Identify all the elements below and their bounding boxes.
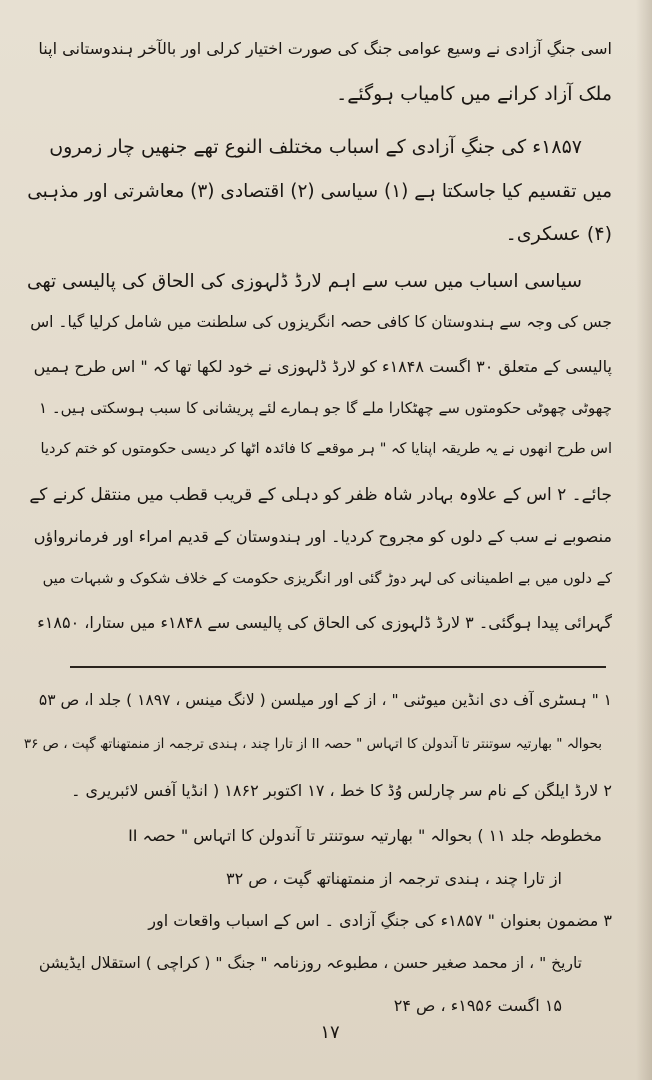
paragraph-1-line-1: اسی جنگِ آزادی نے وسیع عوامی جنگ کی صورت اختیار کرلی اور بالآخر ہندوستانی اپنا bbox=[38, 39, 612, 58]
paragraph-2-line-2: میں تقسیم کیا جاسکتا ہے (۱) سیاسی (۲) اقتصادی (۳) معاشرتی اور مذہبی bbox=[27, 181, 612, 202]
footnote-3-line-1: ۳ مضمون بعنوان " ۱۸۵۷ء کی جنگِ آزادی ۔ اس کے اسباب واقعات اور bbox=[148, 911, 612, 930]
paragraph-2-line-1: ۱۸۵۷ء کی جنگِ آزادی کے اسباب مختلف النوع تھے جنھیں چار زمروں bbox=[49, 136, 582, 158]
paragraph-2-line-3: (۴) عسکری۔ bbox=[505, 223, 612, 245]
paragraph-1-line-2: ملک آزاد کرانے میں کامیاب ہوگئے۔ bbox=[336, 83, 612, 105]
paragraph-3-line-7: منصوبے نے سب کے دلوں کو مجروح کردیا۔ اور ہندوستان کے قدیم امراء اور فرمانرواؤں bbox=[33, 527, 612, 546]
footnote-2-line-1: ۲ لارڈ ایلگن کے نام سر چارلس وُڈ کا خط ، ۱۷ اکتوبر ۱۸۶۲ ( انڈیا آفس لائبریری ۔ bbox=[71, 781, 612, 800]
page-edge-shadow bbox=[636, 0, 652, 1080]
paragraph-3-line-9: گہرائی پیدا ہوگئی۔ ۳ لارڈ ڈلہوزی کی الحاق کی پالیسی سے ۱۸۴۸ء میں ستارا، ۱۸۵۰ء bbox=[37, 613, 612, 632]
paragraph-3-line-4: چھوٹی چھوٹی حکومتوں سے چھٹکارا ملے گا جو ہمارے لئے پریشانی کا سبب ہوسکتی ہیں۔ ۱ bbox=[39, 399, 612, 417]
footnote-1-line-1: ۱ " ہسٹری آف دی انڈین میوٹنی " ، از کے اور میلسن ( لانگ مینس ، ۱۸۹۷ ) جلد ا، ص ۵۳ bbox=[38, 691, 612, 709]
footnote-2-line-2: مخطوطہ جلد ۱۱ ) بحوالہ " بھارتیہ سوتنتر تا آندولن کا اتہاس " حصہ II bbox=[128, 826, 602, 845]
footnote-2-line-3: از تارا چند ، ہندی ترجمہ از منمتھناتھ گپت ، ص ۳۲ bbox=[226, 869, 562, 888]
paragraph-3-line-3: پالیسی کے متعلق ۳۰ اگست ۱۸۴۸ء کو لارڈ ڈلہوزی نے خود لکھا تھا کہ " اس طرح ہمیں bbox=[33, 357, 612, 376]
paragraph-3-line-5: اس طرح انھوں نے یہ طریقہ اپنایا کہ " ہر موقعے کا فائدہ اٹھا کر دیسی حکومتوں کو ختم کردیا bbox=[40, 441, 612, 457]
paragraph-3-line-2: جس کی وجہ سے ہندوستان کا کافی حصہ انگریزوں کی سلطنت میں شامل کرلیا گیا۔ اس bbox=[30, 313, 612, 331]
paragraph-3-line-6: جائے۔ ۲ اس کے علاوہ بہادر شاہ ظفر کو دہلی کے قریب قطب میں منتقل کرنے کے bbox=[29, 485, 612, 505]
paragraph-3-line-1: سیاسی اسباب میں سب سے اہم لارڈ ڈلہوزی کی الحاق کی پالیسی تھی bbox=[27, 271, 582, 292]
footnote-1-line-2: بحوالہ " بھارتیہ سوتنتر تا آندولن کا اتہاس " حصہ II از تارا چند ، ہندی ترجمہ از منمتھناتھ گپت ، ص ۳۶ bbox=[23, 736, 602, 752]
footnote-separator bbox=[70, 666, 606, 668]
paragraph-3-line-8: کے دلوں میں بے اطمینانی کی لہر دوڑ گئی اور انگریزی حکومت کے خلاف شکوک و شبہات میں bbox=[42, 571, 612, 587]
footnote-3-line-2: تاریخ " ، از محمد صغیر حسن ، مطبوعہ روزنامہ " جنگ " ( کراچی ) استقلال ایڈیشن bbox=[38, 954, 582, 972]
page-number: ۱۷ bbox=[320, 1022, 340, 1043]
footnote-3-line-3: ۱۵ اگست ۱۹۵۶ء ، ص ۲۴ bbox=[393, 996, 562, 1015]
